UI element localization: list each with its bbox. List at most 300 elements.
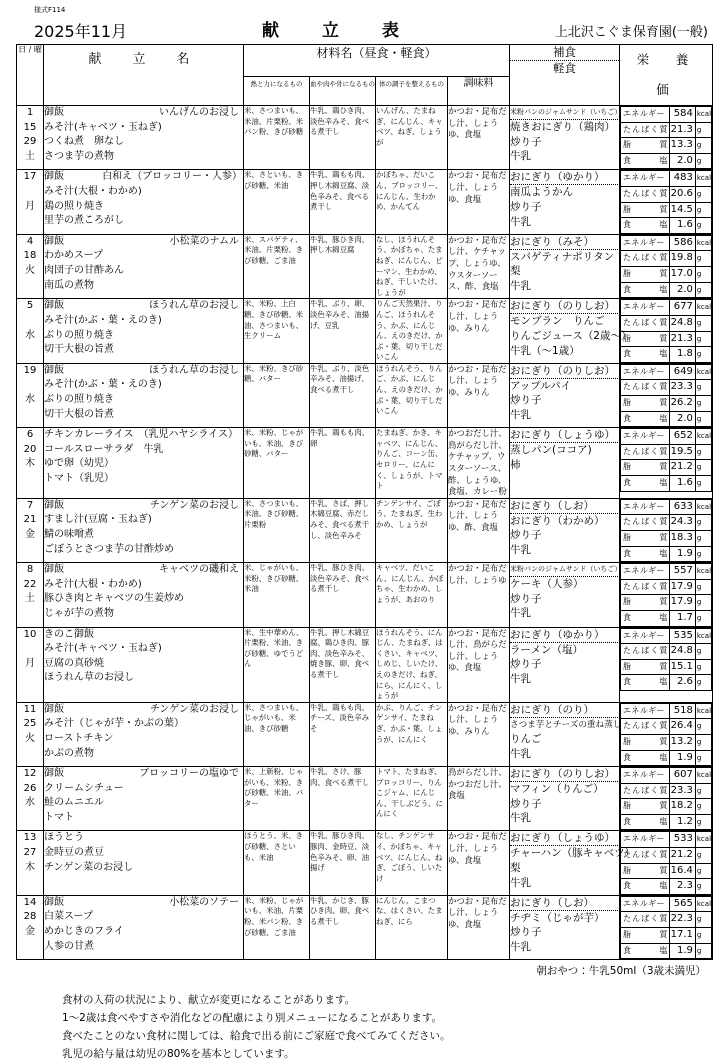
table-row bbox=[17, 563, 713, 627]
nutrition-protein-unit: g bbox=[695, 783, 711, 799]
snack-item: 牛乳 bbox=[510, 215, 532, 228]
ingredients-seasoning: かつお・昆布だし汁、しょうゆ、食塩 bbox=[448, 895, 510, 959]
ingredients-blood: 牛乳、豚ひき肉、豚肉、金時豆、淡色辛みそ、卵、油揚げ bbox=[310, 831, 376, 895]
nutrition-salt-label: 食 塩 bbox=[621, 879, 670, 895]
table-row bbox=[17, 767, 713, 831]
nutrition-protein bbox=[621, 579, 712, 595]
menu-item: 御飯 bbox=[44, 107, 64, 118]
nutrition-energy-label: エネルギー bbox=[621, 564, 670, 580]
nutrition-fat-unit: g bbox=[695, 659, 711, 675]
day-value: 22 bbox=[23, 578, 37, 590]
nutrition-fat bbox=[621, 659, 712, 675]
menu-item: すまし汁(豆腐・玉ねぎ) bbox=[44, 514, 152, 526]
nutrition-fat bbox=[621, 595, 712, 611]
nutrition-energy-unit: kcal bbox=[695, 429, 711, 445]
nutrition-fat bbox=[621, 928, 712, 944]
nutrition-protein-value: 21.3 bbox=[669, 122, 695, 138]
nutrition-energy bbox=[621, 171, 712, 187]
nutrition-energy-unit: kcal bbox=[695, 832, 711, 848]
menu-item: みそ汁(大根・わかめ) bbox=[44, 578, 142, 590]
nutrition-protein-value: 19.5 bbox=[669, 444, 695, 460]
day-value: 金 bbox=[25, 926, 35, 938]
day-value: 28 bbox=[23, 911, 37, 923]
ingredients-body: なし、チンゲンサイ、かぼちゃ、キャベツ、にんじん、ねぎ、ごぼう、しいたけ bbox=[376, 831, 448, 895]
menu-cell bbox=[44, 106, 244, 170]
table-row bbox=[17, 428, 713, 499]
nutrition-energy bbox=[621, 896, 712, 912]
snack-item: さつま芋とチーズの重ね蒸し bbox=[510, 719, 622, 730]
snack-item bbox=[510, 472, 619, 487]
day-value: 水 bbox=[25, 797, 35, 809]
nutrition-energy bbox=[621, 628, 712, 644]
menu-item: 御飯 bbox=[44, 235, 64, 247]
nutrition-protein-unit: g bbox=[695, 579, 711, 595]
nutrition-salt-label: 食 塩 bbox=[621, 153, 670, 169]
day-value: 火 bbox=[25, 732, 35, 744]
nutrition-protein-label: たんぱく質 bbox=[621, 515, 670, 531]
note-line: 1〜2歳は食べやすさや消化などの配慮により別メニューになることがあります。 bbox=[62, 1012, 443, 1025]
nutrition-salt-label: 食 塩 bbox=[621, 347, 670, 363]
ingredients-body: キャベツ、だいこん、にんじん、かぼちゃ、生わかめ、しょうが、あおのり bbox=[376, 563, 448, 627]
snack-cell bbox=[510, 895, 620, 959]
snack-item: 牛乳 bbox=[510, 876, 532, 889]
day-value: 12 bbox=[23, 768, 37, 780]
nutrition-energy-unit: kcal bbox=[695, 300, 711, 316]
nutrition-energy bbox=[621, 832, 712, 848]
header-ing-energy: 熱と力になるもの bbox=[244, 77, 310, 106]
nutrition-salt-value: 2.0 bbox=[669, 282, 695, 298]
menu-item: ほうれん草のお浸し bbox=[44, 672, 134, 684]
menu-item: ほうとう bbox=[44, 832, 84, 844]
menu-item: 御飯 bbox=[44, 171, 64, 183]
nutrition-fat-unit: g bbox=[695, 266, 711, 282]
nutrition-salt-value: 1.6 bbox=[669, 476, 695, 492]
nutrition-cell bbox=[620, 702, 713, 766]
nutrition-protein-label: たんぱく質 bbox=[621, 251, 670, 267]
nutrition-energy bbox=[621, 364, 712, 380]
nutrition-protein bbox=[621, 380, 712, 396]
snack-item: おにぎり（しお） bbox=[510, 499, 618, 514]
snack-item: おにぎり（しお） bbox=[510, 896, 618, 911]
nutrition-energy bbox=[621, 300, 712, 316]
day-value: 月 bbox=[25, 657, 35, 669]
nutrition-fat-unit: g bbox=[695, 531, 711, 547]
day-value: 木 bbox=[25, 458, 35, 470]
menu-item: きのこ御飯 bbox=[44, 628, 94, 640]
snack-item: ケーキ（人参） bbox=[510, 578, 584, 591]
nutrition-protein-label: たんぱく質 bbox=[621, 186, 670, 202]
nutrition-fat bbox=[621, 396, 712, 412]
day-value bbox=[17, 940, 43, 955]
menu-item-side: ほうれん草のお浸し bbox=[149, 364, 239, 376]
ingredients-body: かぶ、りんご、チンゲンサイ、たまねぎ、かぶ・葉、しょうが、にんにく bbox=[376, 702, 448, 766]
day-value bbox=[17, 214, 43, 229]
nutrition-fat-unit: g bbox=[695, 799, 711, 815]
nutrition-protein bbox=[621, 912, 712, 928]
ingredients-energy: 米、米粉、きび砂糖、バター bbox=[244, 363, 310, 427]
menu-item: ゆで卵（幼児） bbox=[44, 458, 114, 470]
day-value: 水 bbox=[25, 329, 35, 341]
nutrition-salt-unit: g bbox=[695, 610, 711, 626]
nutrition-salt-value: 1.9 bbox=[669, 546, 695, 562]
ingredients-seasoning: 鳥がらだし汁、かつおだし汁、食塩 bbox=[448, 767, 510, 831]
header-day: 日 / 曜 bbox=[17, 45, 44, 106]
menu-item: みそ汁(キャベツ・玉ねぎ) bbox=[44, 643, 162, 655]
ingredients-body: トマト、たまねぎ、ブロッコリー、りんこジャム、にんじん、干しぶどう、にんにく bbox=[376, 767, 448, 831]
menu-item: ローストチキン bbox=[44, 732, 114, 744]
nutrition-energy-value: 607 bbox=[669, 768, 695, 784]
nutrition-salt-unit: g bbox=[695, 943, 711, 959]
day-cell bbox=[17, 428, 44, 499]
snack-item: おにぎり（ゆかり） bbox=[510, 170, 618, 185]
table-row bbox=[17, 895, 713, 959]
menu-item: かぶの煮物 bbox=[44, 747, 94, 759]
ingredients-blood: 牛乳、豚ひき肉、淡色辛みそ、食べる煮干し bbox=[310, 563, 376, 627]
nutrition-cell bbox=[620, 363, 713, 427]
day-value: 27 bbox=[23, 847, 37, 859]
nutrition-salt bbox=[621, 546, 712, 562]
nutrition-fat-label: 脂 質 bbox=[621, 595, 670, 611]
note-line: 食材の入荷の状況により、献立が変更になることがあります。 bbox=[62, 994, 356, 1007]
ingredients-seasoning: かつお・昆布だし汁、鳥がらだし汁、しょうゆ、食塩 bbox=[448, 627, 510, 702]
nutrition-protein-unit: g bbox=[695, 848, 711, 864]
day-value: 8 bbox=[26, 564, 34, 576]
nutrition-fat-unit: g bbox=[695, 460, 711, 476]
nutrition-protein-value: 20.6 bbox=[669, 186, 695, 202]
nutrition-cell bbox=[620, 498, 713, 562]
nutrition-fat-label: 脂 質 bbox=[621, 396, 670, 412]
menu-cell bbox=[44, 363, 244, 427]
snack-item: 米粉パンのジャムサンド（いちご） bbox=[510, 106, 618, 120]
day-value: 金 bbox=[25, 529, 35, 540]
nutrition-salt bbox=[621, 218, 712, 234]
ingredients-body: かぼちゃ、だいこん、ブロッコリー、にんじん、生わかめ、かんてん bbox=[376, 170, 448, 234]
nutrition-fat-value: 18.3 bbox=[669, 531, 695, 547]
nutrition-energy-label: エネルギー bbox=[621, 703, 670, 719]
ingredients-energy: 米、さつまいも、じゃがいも、米油、きび砂糖 bbox=[244, 702, 310, 766]
nutrition-energy bbox=[621, 107, 712, 123]
menu-item: 御飯 bbox=[44, 768, 64, 780]
nutrition-protein-value: 23.3 bbox=[669, 783, 695, 799]
nutrition-protein bbox=[621, 848, 712, 864]
table-row bbox=[17, 498, 713, 562]
nutrition-protein-unit: g bbox=[695, 719, 711, 735]
nutrition-salt-unit: g bbox=[695, 879, 711, 895]
menu-item: 南瓜の煮物 bbox=[44, 279, 94, 291]
menu-item: 御飯 bbox=[44, 300, 64, 312]
snack-cell bbox=[510, 106, 620, 170]
day-value bbox=[17, 642, 43, 657]
ingredients-seasoning: かつおだし汁、鳥がらだし汁、ケチャップ、ウスターソース、酢、しょうゆ、食塩、カレー粉 bbox=[448, 428, 510, 499]
nutrition-cell bbox=[620, 831, 713, 895]
nutrition-salt-value: 1.6 bbox=[669, 218, 695, 234]
nutrition-protein-label: たんぱく質 bbox=[621, 644, 670, 660]
ingredients-energy: 米、さつまいも、米油、きび砂糖、片栗粉 bbox=[244, 498, 310, 562]
nutrition-protein bbox=[621, 515, 712, 531]
document-title: 献 立 表 bbox=[261, 21, 412, 41]
menu-item: 白菜スープ bbox=[44, 911, 93, 923]
nutrition-fat-unit: g bbox=[695, 138, 711, 154]
snack-item: おにぎり（のりしお） bbox=[510, 299, 618, 314]
organization-name: 上北沢こぐま保育園(一般) bbox=[554, 25, 708, 40]
menu-item bbox=[44, 875, 243, 890]
nutrition-fat bbox=[621, 331, 712, 347]
nutrition-energy-value: 677 bbox=[669, 300, 695, 316]
snack-cell bbox=[510, 702, 620, 766]
nutrition-fat-label: 脂 質 bbox=[621, 659, 670, 675]
nutrition-salt bbox=[621, 750, 712, 766]
menu-item: チンゲン菜のお浸し bbox=[44, 861, 134, 873]
menu-item-side: 小松菜のナムル bbox=[169, 235, 239, 247]
snack-cell bbox=[510, 234, 620, 299]
ingredients-body: なし、ほうれんそう、かぼちゃ、たまねぎ、にんじん、ピーマン、生わかめ、ねぎ、干しいたけ、しょうが bbox=[376, 234, 448, 299]
nutrition-fat-value: 21.3 bbox=[669, 331, 695, 347]
menu-cell bbox=[44, 498, 244, 562]
nutrition-protein-label: たんぱく質 bbox=[621, 315, 670, 331]
day-cell bbox=[17, 363, 44, 427]
nutrition-cell bbox=[620, 170, 713, 234]
snack-item: りんご bbox=[510, 733, 542, 746]
nutrition-fat bbox=[621, 863, 712, 879]
menu-item-side: チンゲン菜のお浸し bbox=[149, 703, 239, 715]
ingredients-blood: 牛乳、かじき、豚ひき肉、卵、食べる煮干し bbox=[310, 895, 376, 959]
nutrition-protein bbox=[621, 444, 712, 460]
nutrition-fat-label: 脂 質 bbox=[621, 331, 670, 347]
nutrition-salt-unit: g bbox=[695, 675, 711, 691]
menu-cell bbox=[44, 428, 244, 499]
day-value: 21 bbox=[23, 514, 37, 526]
nutrition-protein-value: 19.8 bbox=[669, 251, 695, 267]
nutrition-fat-unit: g bbox=[695, 331, 711, 347]
nutrition-cell bbox=[620, 563, 713, 627]
footer-notes bbox=[62, 991, 710, 1063]
form-code: 様式F114 bbox=[34, 6, 66, 14]
ingredients-seasoning: かつお・昆布だし汁、しょうゆ、食塩 bbox=[448, 831, 510, 895]
nutrition-salt-label: 食 塩 bbox=[621, 411, 670, 427]
nutrition-protein-unit: g bbox=[695, 186, 711, 202]
nutrition-salt-label: 食 塩 bbox=[621, 546, 670, 562]
header-nutrition: 栄 養 価 bbox=[620, 45, 713, 106]
snack-cell bbox=[510, 767, 620, 831]
nutrition-energy-value: 586 bbox=[669, 235, 695, 251]
nutrition-salt bbox=[621, 675, 712, 691]
nutrition-cell bbox=[620, 234, 713, 299]
nutrition-energy-label: エネルギー bbox=[621, 628, 670, 644]
day-value: 26 bbox=[23, 782, 37, 794]
nutrition-salt-unit: g bbox=[695, 282, 711, 298]
table-body bbox=[17, 106, 713, 960]
menu-item: みそ汁(キャベツ・玉ねぎ) bbox=[44, 121, 162, 133]
snack-item: 牛乳（〜1歳） bbox=[510, 344, 580, 357]
nutrition-cell bbox=[620, 299, 713, 364]
header-snack-bottom: 軽食 bbox=[553, 61, 577, 75]
header-ing-body: 体の調子を整えるもの bbox=[376, 77, 448, 106]
nutrition-energy bbox=[621, 703, 712, 719]
nutrition-salt-unit: g bbox=[695, 814, 711, 830]
nutrition-energy-value: 652 bbox=[669, 429, 695, 445]
nutrition-protein-value: 22.3 bbox=[669, 912, 695, 928]
nutrition-energy-value: 649 bbox=[669, 364, 695, 380]
day-cell bbox=[17, 299, 44, 364]
menu-item-side: キャベツの磯和え bbox=[159, 564, 239, 576]
snack-item: 牛乳 bbox=[510, 672, 532, 685]
menu-item: トマト bbox=[44, 811, 74, 823]
nutrition-fat-label: 脂 質 bbox=[621, 138, 670, 154]
nutrition-salt bbox=[621, 347, 712, 363]
ingredients-blood: 牛乳、鶏もも肉、卵 bbox=[310, 428, 376, 499]
nutrition-fat-value: 15.1 bbox=[669, 659, 695, 675]
day-value: 4 bbox=[26, 235, 34, 247]
table-row bbox=[17, 106, 713, 170]
nutrition-energy-label: エネルギー bbox=[621, 768, 670, 784]
nutrition-salt-label: 食 塩 bbox=[621, 675, 670, 691]
nutrition-fat-label: 脂 質 bbox=[621, 202, 670, 218]
table-row bbox=[17, 702, 713, 766]
nutrition-protein bbox=[621, 315, 712, 331]
menu-item: ごぼうとさつま芋の甘酢炒め bbox=[44, 543, 174, 555]
menu-item-side: ブロッコリーの塩ゆで bbox=[139, 768, 239, 780]
note-line: 食べたことのない食材に関しては、給食で出る前にご家庭で食べてみてください。 bbox=[62, 1030, 451, 1043]
table-header bbox=[17, 45, 713, 106]
snack-cell bbox=[510, 363, 620, 427]
menu-cell bbox=[44, 627, 244, 702]
menu-item: さつま芋の煮物 bbox=[44, 150, 114, 162]
snack-item: 牛乳 bbox=[510, 279, 532, 292]
nutrition-salt-label: 食 塩 bbox=[621, 282, 670, 298]
menu-item: 金時豆の煮豆 bbox=[44, 847, 104, 859]
ingredients-seasoning: かつお・昆布だし汁、しょうゆ、食塩 bbox=[448, 106, 510, 170]
nutrition-protein-unit: g bbox=[695, 315, 711, 331]
nutrition-energy-label: エネルギー bbox=[621, 171, 670, 187]
nutrition-fat-unit: g bbox=[695, 202, 711, 218]
day-value: 月 bbox=[25, 200, 35, 212]
nutrition-energy-label: エネルギー bbox=[621, 235, 670, 251]
menu-item: みそ汁(かぶ・葉・えのき) bbox=[44, 379, 162, 391]
day-value: 火 bbox=[25, 264, 35, 276]
header-menu-name: 献 立 名 bbox=[44, 45, 244, 106]
menu-item: チキンカレーライス （乳児ハヤシライス） bbox=[44, 429, 238, 441]
nutrition-energy-label: エネルギー bbox=[621, 832, 670, 848]
day-cell bbox=[17, 627, 44, 702]
snack-item: おにぎり（のり） bbox=[510, 703, 618, 718]
ingredients-seasoning: かつお・昆布だし汁、しょうゆ、みりん bbox=[448, 702, 510, 766]
header-ingredients-group: 材料名（昼食・軽食） bbox=[244, 45, 510, 77]
nutrition-cell bbox=[620, 106, 713, 170]
nutrition-salt bbox=[621, 153, 712, 169]
menu-item-side: ほうれん草のお浸し bbox=[149, 300, 239, 312]
day-value: 29 bbox=[23, 136, 37, 148]
menu-item: 切干大根の旨煮 bbox=[44, 408, 114, 420]
day-value bbox=[17, 607, 43, 622]
nutrition-fat bbox=[621, 460, 712, 476]
snack-item: チャーハン（豚キャベツ） bbox=[510, 847, 636, 860]
nutrition-salt bbox=[621, 879, 712, 895]
snack-item: 米粉パンのジャムサンド（いちご） bbox=[510, 563, 618, 577]
snack-item: 蒸しパン(ココア) bbox=[510, 444, 592, 457]
nutrition-cell bbox=[620, 428, 713, 499]
day-cell bbox=[17, 234, 44, 299]
nutrition-fat bbox=[621, 531, 712, 547]
day-cell bbox=[17, 895, 44, 959]
menu-cell bbox=[44, 895, 244, 959]
ingredients-seasoning: かつお・昆布だし汁、しょうゆ、みりん bbox=[448, 299, 510, 364]
snack-item: 牛乳 bbox=[510, 607, 532, 620]
menu-cell bbox=[44, 563, 244, 627]
header-snack-top: 補食 bbox=[510, 45, 619, 61]
snack-cell bbox=[510, 299, 632, 364]
day-value: 6 bbox=[26, 429, 34, 441]
snack-item: 牛乳 bbox=[510, 941, 532, 954]
menu-item: 御飯 bbox=[44, 364, 64, 376]
nutrition-fat-value: 16.4 bbox=[669, 863, 695, 879]
nutrition-energy-label: エネルギー bbox=[621, 364, 670, 380]
nutrition-protein-unit: g bbox=[695, 122, 711, 138]
menu-item: めかじきのフライ bbox=[44, 926, 124, 938]
menu-cell bbox=[44, 170, 244, 234]
menu-item: 人参の甘煮 bbox=[44, 940, 94, 952]
nutrition-fat-value: 17.9 bbox=[669, 595, 695, 611]
day-cell bbox=[17, 563, 44, 627]
nutrition-fat-value: 17.0 bbox=[669, 266, 695, 282]
snack-cell bbox=[510, 563, 620, 627]
menu-item-side: チンゲン菜のお浸し bbox=[149, 499, 239, 511]
menu-item: 切干大根の旨煮 bbox=[44, 344, 114, 356]
menu-item: 豚ひき肉とキャベツの生姜炒め bbox=[44, 593, 184, 605]
day-value bbox=[17, 185, 43, 200]
ingredients-seasoning: かつお・昆布だし汁、しょうゆ、みりん bbox=[448, 363, 510, 427]
nutrition-protein-unit: g bbox=[695, 251, 711, 267]
menu-item: 御飯 bbox=[44, 703, 64, 715]
table-row bbox=[17, 363, 713, 427]
ingredients-blood: 牛乳、鶏もも肉、チーズ、淡色辛みそ bbox=[310, 702, 376, 766]
nutrition-energy-value: 565 bbox=[669, 896, 695, 912]
ingredients-body: いんげん、たまねぎ、にんじん、キャベツ、ねぎ、しょうが bbox=[376, 106, 448, 170]
snack-item: 梨 bbox=[510, 862, 521, 875]
nutrition-fat-value: 26.2 bbox=[669, 396, 695, 412]
header-ing-seasoning: 調味料 bbox=[448, 77, 510, 106]
nutrition-salt bbox=[621, 476, 712, 492]
nutrition-fat-value: 21.2 bbox=[669, 460, 695, 476]
menu-item: 豆腐の真砂焼 bbox=[44, 657, 104, 669]
day-value: 13 bbox=[23, 832, 37, 844]
nutrition-fat-value: 17.1 bbox=[669, 928, 695, 944]
nutrition-protein bbox=[621, 251, 712, 267]
nutrition-fat bbox=[621, 734, 712, 750]
menu-item: わかめスープ bbox=[44, 250, 103, 262]
snack-item: おにぎり（しょうゆ） bbox=[510, 831, 618, 846]
nutrition-salt bbox=[621, 282, 712, 298]
ingredients-energy: 米、米粉、じゃがいも、米油、片栗粉、米パン粉、きび砂糖、ごま油 bbox=[244, 895, 310, 959]
ingredients-blood: 牛乳、さば、押し木綿豆腐、赤だしみそ、食べる煮干し、淡色辛みそ bbox=[310, 498, 376, 562]
note-line: 乳児の給与量は幼児の80%を基本としています。 bbox=[62, 1048, 295, 1061]
ingredients-energy: 米、上新粉、じゃがいも、米粉、きび砂糖、米油、バター bbox=[244, 767, 310, 831]
menu-item: クリームシチュー bbox=[44, 782, 124, 794]
menu-cell bbox=[44, 767, 244, 831]
nutrition-salt-unit: g bbox=[695, 347, 711, 363]
day-value bbox=[17, 378, 43, 393]
document-header bbox=[34, 16, 710, 41]
nutrition-fat-label: 脂 質 bbox=[621, 863, 670, 879]
nutrition-protein-value: 17.9 bbox=[669, 579, 695, 595]
snack-item: 牛乳 bbox=[510, 544, 532, 556]
nutrition-protein-value: 26.4 bbox=[669, 719, 695, 735]
ingredients-seasoning: かつお・昆布だし汁、ケチャップ、しょうゆ、ウスターソース、酢、食塩 bbox=[448, 234, 510, 299]
nutrition-protein-label: たんぱく質 bbox=[621, 912, 670, 928]
nutrition-energy-label: エネルギー bbox=[621, 896, 670, 912]
day-value: 25 bbox=[23, 718, 37, 730]
snack-item: 牛乳 bbox=[510, 409, 532, 422]
nutrition-protein-label: たんぱく質 bbox=[621, 380, 670, 396]
